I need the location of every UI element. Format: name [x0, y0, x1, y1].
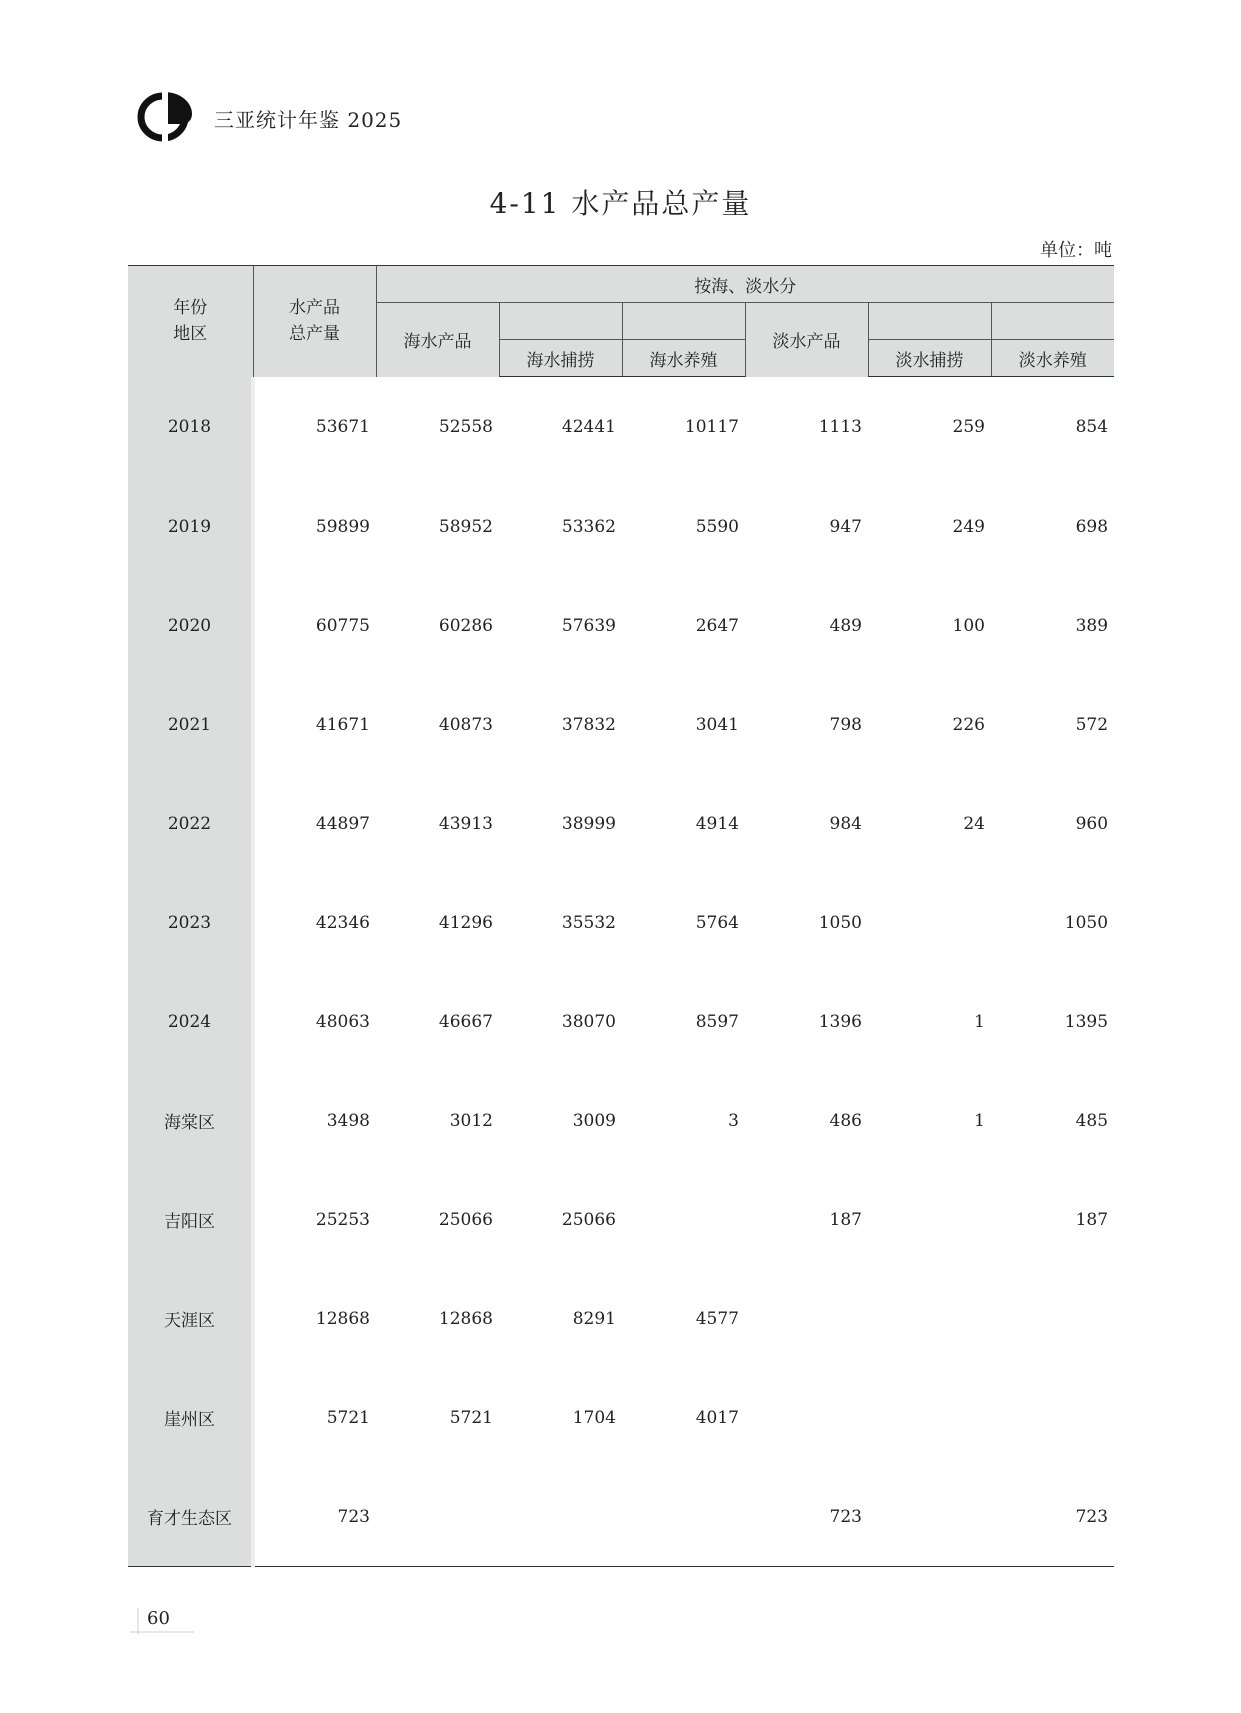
- table-cell: [745, 1368, 868, 1467]
- row-label: 2024: [128, 972, 253, 1071]
- table-cell: 1704: [572, 1407, 616, 1428]
- table-cell: 960: [1075, 813, 1109, 834]
- table-cell: 24: [963, 813, 985, 834]
- table-cell: 35532: [561, 912, 616, 933]
- table-cell: 5764: [695, 912, 739, 933]
- row-label: 2021: [128, 675, 253, 774]
- table-title: 4-11 水产品总产量: [489, 187, 752, 220]
- header-total: [253, 266, 376, 377]
- table-cell: 1050: [818, 912, 862, 933]
- row-label: 吉阳区: [128, 1170, 253, 1269]
- table-row: [128, 1368, 1114, 1467]
- table-body: [128, 377, 1114, 1567]
- table-cell: 723: [253, 1467, 376, 1567]
- table-cell: 854: [1075, 417, 1109, 437]
- table-cell: 25066: [561, 1209, 616, 1230]
- header-stub-year: 年份: [173, 298, 208, 319]
- table-cell: 42346: [315, 912, 370, 933]
- table-cell: 698: [1075, 516, 1109, 537]
- table-cell: 485: [1075, 1110, 1109, 1131]
- table-row: [128, 1071, 1114, 1170]
- table-row: [128, 1170, 1114, 1269]
- table-cell: 489: [829, 615, 862, 636]
- header-spacer: [499, 303, 622, 340]
- table-cell: 40873: [438, 714, 493, 735]
- table-cell: 5721: [326, 1407, 370, 1428]
- table-cell: 25066: [438, 1209, 493, 1230]
- table-cell: 41296: [438, 912, 493, 933]
- table-cell: 572: [1075, 714, 1109, 735]
- table-cell: 3009: [572, 1110, 616, 1131]
- table-cell: 3041: [695, 714, 739, 735]
- table-cell: 3498: [326, 1110, 370, 1131]
- table-cell: 59899: [315, 516, 370, 537]
- table-cell: [376, 1467, 499, 1567]
- row-label: 2018: [128, 377, 253, 478]
- table-cell: 187: [829, 1209, 862, 1230]
- table-cell: 52558: [438, 416, 493, 437]
- table-row: [128, 873, 1114, 972]
- header-fresh-farm: 淡水养殖: [991, 340, 1114, 377]
- table-cell: 3: [728, 1110, 739, 1131]
- table-cell: 60775: [315, 615, 370, 636]
- yearbook-logo-icon: [136, 86, 194, 144]
- table-row: [128, 576, 1114, 675]
- row-label: 2020: [128, 576, 253, 675]
- row-label: 2023: [128, 873, 253, 972]
- header-sea-total: 海水产品: [376, 303, 499, 377]
- table-cell: 2647: [695, 615, 739, 636]
- table-cell: 984: [829, 813, 862, 834]
- header-spacer: [991, 303, 1114, 340]
- table-cell: [868, 873, 991, 972]
- header-fresh-catch: 淡水捕捞: [868, 340, 991, 377]
- table-cell: 44897: [315, 813, 370, 834]
- header-group: 按海、淡水分: [376, 266, 1114, 303]
- header-total-line2: 总产量: [289, 324, 340, 345]
- table-cell: 723: [991, 1467, 1114, 1567]
- table-cell: 1396: [818, 1011, 862, 1032]
- table-cell: 38999: [561, 813, 616, 834]
- header-sea-catch: 海水捕捞: [499, 340, 622, 377]
- table-cell: 46667: [438, 1011, 493, 1032]
- table-cell: [622, 1170, 745, 1269]
- table-cell: 12868: [438, 1308, 493, 1329]
- table-cell: 25253: [315, 1209, 370, 1230]
- table-cell: [868, 1368, 991, 1467]
- table-cell: 1113: [818, 416, 862, 437]
- table-cell: [991, 1269, 1114, 1368]
- table-cell: [745, 1269, 868, 1368]
- table-cell: 1050: [1064, 912, 1109, 933]
- table-cell: 1: [974, 1011, 985, 1032]
- table-cell: 486: [829, 1110, 862, 1131]
- table-cell: 60286: [438, 615, 493, 636]
- header-spacer: [622, 303, 745, 340]
- table-cell: 8291: [572, 1308, 616, 1329]
- header-stub: [128, 266, 253, 377]
- table-cell: 723: [745, 1467, 868, 1567]
- table-cell: 41671: [315, 714, 370, 735]
- table-cell: 1395: [1064, 1011, 1109, 1032]
- table-row: [128, 1467, 1114, 1567]
- table-cell: [622, 1467, 745, 1567]
- table-cell: [991, 1368, 1114, 1467]
- table-row: [128, 1269, 1114, 1368]
- table-cell: 42441: [561, 417, 616, 437]
- table-row: [128, 675, 1114, 774]
- data-table-container: [128, 265, 1113, 1567]
- table-cell: 259: [952, 417, 985, 437]
- table-cell: 4577: [695, 1308, 739, 1329]
- table-cell: 43913: [438, 813, 493, 834]
- table-cell: 37832: [561, 714, 616, 735]
- table-cell: 53671: [315, 416, 370, 437]
- table-cell: [499, 1467, 622, 1567]
- row-label: 2019: [128, 477, 253, 576]
- table-cell: [868, 1467, 991, 1567]
- table-cell: 48063: [315, 1011, 370, 1032]
- aquatic-production-table: [128, 265, 1114, 1567]
- table-header: [128, 266, 1114, 377]
- table-cell: 187: [1075, 1209, 1109, 1230]
- table-cell: 249: [952, 516, 985, 537]
- table-cell: 8597: [695, 1011, 739, 1032]
- table-cell: 5590: [695, 516, 739, 537]
- table-cell: 947: [829, 516, 862, 537]
- table-cell: 389: [1075, 615, 1109, 636]
- row-label: 天涯区: [128, 1269, 253, 1368]
- unit-label: 单位：吨: [1040, 240, 1112, 261]
- table-row: [128, 477, 1114, 576]
- table-cell: 100: [952, 615, 985, 636]
- table-cell: 798: [829, 714, 862, 735]
- table-cell: 57639: [561, 615, 616, 636]
- table-row: [128, 377, 1114, 478]
- row-label: 2022: [128, 774, 253, 873]
- header-sea-farm: 海水养殖: [622, 340, 745, 377]
- header-total-line1: 水产品: [289, 298, 340, 319]
- table-cell: 4017: [695, 1407, 739, 1428]
- table-cell: 53362: [561, 516, 616, 537]
- header-fresh-total: 淡水产品: [745, 303, 868, 377]
- row-label: 育才生态区: [128, 1467, 253, 1567]
- table-row: [128, 972, 1114, 1071]
- table-cell: 5721: [449, 1407, 493, 1428]
- table-cell: [868, 1170, 991, 1269]
- row-label: 崖州区: [128, 1368, 253, 1467]
- running-head: 三亚统计年鉴 2025: [214, 108, 403, 132]
- table-cell: 1: [974, 1110, 985, 1131]
- table-cell: 226: [952, 714, 985, 735]
- table-cell: 4914: [695, 813, 739, 834]
- table-cell: 3012: [449, 1110, 493, 1131]
- row-label: 海棠区: [128, 1071, 253, 1170]
- header-stub-region: 地区: [173, 324, 208, 345]
- header-spacer: [868, 303, 991, 340]
- table-cell: 38070: [561, 1011, 616, 1032]
- table-cell: 58952: [438, 516, 493, 537]
- table-cell: 12868: [315, 1308, 370, 1329]
- table-row: [128, 774, 1114, 873]
- table-cell: [868, 1269, 991, 1368]
- page-number: 60: [147, 1608, 170, 1629]
- table-cell: 10117: [684, 417, 739, 437]
